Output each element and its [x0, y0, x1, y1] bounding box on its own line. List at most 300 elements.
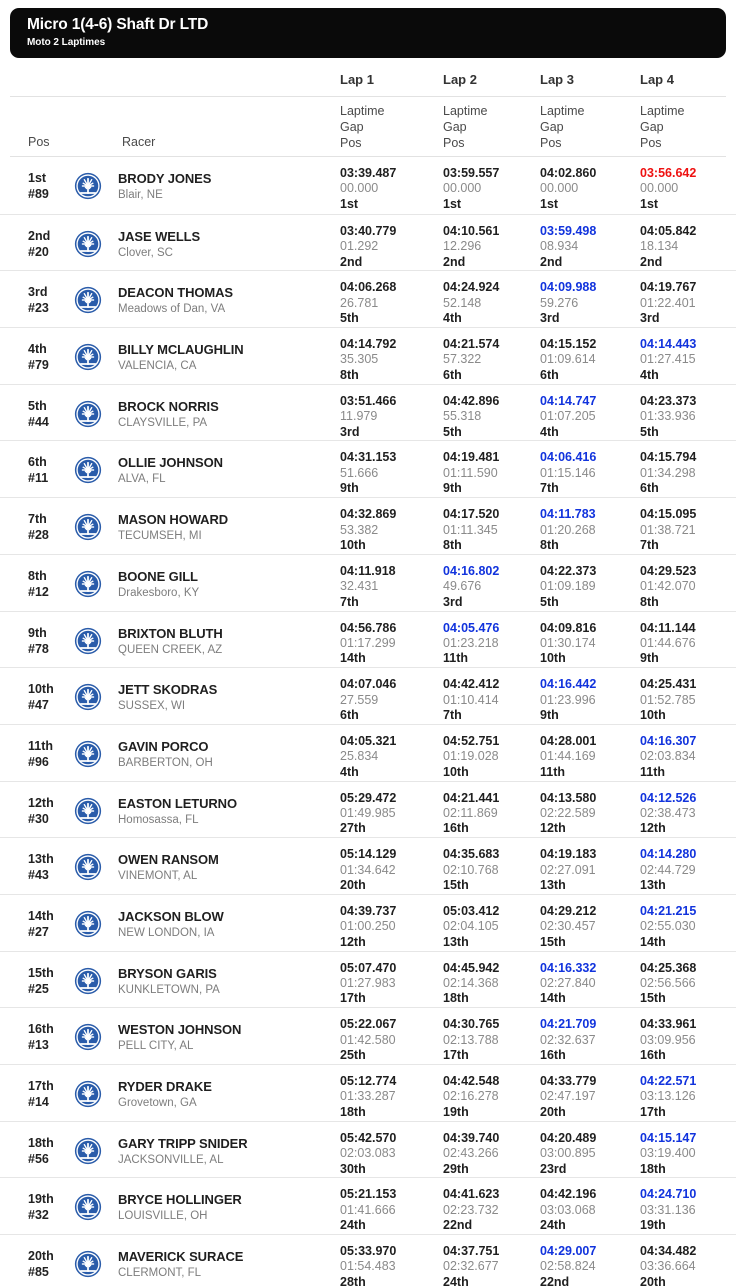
- lap-position: 3rd: [340, 424, 360, 439]
- lap-time: 05:14.129: [340, 847, 397, 862]
- racer-name: GARY TRIPP SNIDER: [118, 1135, 248, 1151]
- lap-gap: 02:44.729: [640, 862, 696, 877]
- finish-position: 15th: [28, 965, 54, 980]
- lap-gap: 57.322: [443, 352, 482, 367]
- lap-time: 04:05.476: [443, 620, 500, 635]
- lap-gap: 11.979: [340, 409, 378, 424]
- lap-position: 23rd: [540, 1161, 567, 1176]
- racer-hometown: Meadows of Dan, VA: [118, 303, 226, 316]
- lap-time: 04:24.924: [443, 280, 500, 295]
- racer-name: BRODY JONES: [118, 171, 212, 186]
- table-row[interactable]: [0, 951, 736, 1008]
- lap-position: 13th: [443, 934, 469, 949]
- racer-name: MAVERICK SURACE: [118, 1249, 244, 1265]
- lap-gap: 03:19.400: [640, 1146, 696, 1161]
- lap-cell-4: [640, 961, 736, 1007]
- finish-position: 6th: [28, 455, 47, 470]
- lap-position: 29th: [443, 1161, 469, 1176]
- table-row[interactable]: [0, 1064, 736, 1121]
- yamaha-logo-icon: [70, 512, 106, 542]
- row-position: [28, 965, 72, 997]
- lap-gap: 02:27.091: [540, 862, 596, 877]
- car-number: #14: [28, 1095, 49, 1109]
- lap-time: 04:16.442: [540, 677, 597, 692]
- lap-cell-2: [443, 1074, 539, 1120]
- row-position: [28, 1021, 72, 1053]
- lap-position: 3rd: [640, 311, 660, 326]
- lap-gap: 02:23.732: [443, 1202, 499, 1217]
- row-position: [28, 511, 72, 543]
- lap-gap: 00.000: [640, 181, 679, 196]
- lap-position: 6th: [443, 367, 462, 382]
- lap-time: 04:25.368: [640, 960, 697, 975]
- row-position: [28, 851, 72, 883]
- lap-cell-3: [540, 791, 636, 837]
- lap-cell-2: [443, 280, 539, 326]
- lap-time: 04:02.860: [540, 166, 597, 180]
- car-number: #56: [28, 1151, 49, 1166]
- lap-cell-4: [640, 337, 736, 383]
- lap-time: 04:13.580: [540, 790, 597, 805]
- lap-position: 17th: [443, 1048, 469, 1063]
- lap-gap: 01:34.642: [340, 862, 396, 877]
- lap-position: 16th: [443, 821, 469, 836]
- row-position: [28, 795, 72, 827]
- yamaha-logo-icon: [70, 626, 106, 656]
- row-position: [28, 1191, 72, 1223]
- lap-position: 14th: [640, 934, 666, 949]
- lap-cell-3: [540, 280, 636, 326]
- lap-position: 5th: [640, 424, 659, 439]
- lap-time: 04:15.794: [640, 450, 697, 465]
- racer-name: BRYSON GARIS: [118, 965, 217, 981]
- lap-position: 2nd: [443, 254, 466, 269]
- lap-cell-1: [340, 564, 436, 610]
- page-subtitle: Moto 2 Laptimes: [27, 37, 106, 48]
- lap-cell-4: [640, 621, 736, 667]
- lap-time: 04:33.779: [540, 1074, 597, 1088]
- lap-gap: 01:54.483: [340, 1259, 396, 1274]
- lap-position: 9th: [443, 481, 462, 496]
- lap-cell-3: [540, 734, 636, 780]
- car-number: #79: [28, 358, 49, 373]
- lap-time: 04:23.373: [640, 393, 697, 408]
- lap-position: 6th: [540, 367, 559, 382]
- subheader-group-lap-1: [340, 103, 384, 151]
- lap-cell-4: [640, 734, 736, 780]
- lap-time: 04:52.751: [443, 733, 500, 748]
- lap-gap: 01:33.287: [340, 1089, 396, 1104]
- lap-cell-4: [640, 166, 736, 212]
- racer-name: WESTON JOHNSON: [118, 1022, 242, 1038]
- lap-position: 25th: [340, 1048, 366, 1063]
- lap-time: 04:22.571: [640, 1074, 697, 1088]
- lap-gap: 02:55.030: [640, 919, 696, 934]
- lap-time: 05:21.153: [340, 1187, 397, 1202]
- lap-position: 8th: [443, 537, 462, 552]
- lap-position: 11th: [443, 651, 469, 666]
- lap-time: 05:03.412: [443, 903, 500, 918]
- lap-position: 11th: [640, 764, 666, 779]
- lap-cell-2: [443, 621, 539, 667]
- lap-time: 04:14.280: [640, 847, 697, 862]
- lap-time: 04:19.183: [540, 847, 597, 862]
- lap-gap: 02:14.368: [443, 976, 499, 991]
- yamaha-logo-icon: [70, 1249, 106, 1279]
- lap-gap: 01:11.590: [443, 465, 498, 480]
- lap-cell-1: [340, 621, 436, 667]
- car-number: #96: [28, 754, 49, 769]
- lap-cell-1: [340, 166, 436, 212]
- car-number: #20: [28, 244, 49, 259]
- lap-cell-1: [340, 677, 436, 723]
- lap-position: 22nd: [540, 1274, 570, 1286]
- lap-gap: 18.134: [640, 239, 679, 254]
- finish-position: 12th: [28, 795, 54, 810]
- lap-gap: 02:03.834: [640, 749, 696, 764]
- lap-position: 30th: [340, 1161, 366, 1176]
- lap-position: 4th: [443, 311, 462, 326]
- lap-position: 9th: [340, 481, 359, 496]
- racer-info: [118, 795, 328, 828]
- racer-info: [118, 398, 328, 431]
- lap-position: 10th: [443, 764, 469, 779]
- racer-hometown: VALENCIA, CA: [118, 360, 197, 373]
- row-position: [28, 228, 72, 260]
- table-row[interactable]: [0, 724, 736, 781]
- lap-cell-2: [443, 677, 539, 723]
- racer-hometown: ALVA, FL: [118, 473, 166, 486]
- lap-time: 04:15.152: [540, 337, 597, 352]
- lap-time: 04:28.001: [540, 733, 597, 748]
- lap-time: 04:11.918: [340, 563, 396, 578]
- table-row[interactable]: [0, 214, 736, 271]
- table-row[interactable]: [0, 1121, 736, 1178]
- lap-position: 11th: [540, 764, 566, 779]
- racer-hometown: Blair, NE: [118, 189, 163, 201]
- lap-gap: 01:52.785: [640, 692, 696, 707]
- subheader-pos: Pos: [540, 136, 562, 150]
- racer-info: [118, 228, 328, 261]
- lap-gap: 01:44.676: [640, 635, 696, 650]
- lap-time: 04:34.482: [640, 1244, 697, 1259]
- car-number: #13: [28, 1038, 49, 1053]
- subheader-laptime: Laptime: [640, 104, 685, 118]
- lap-cell-4: [640, 394, 736, 440]
- racer-name: BRIXTON BLUTH: [118, 625, 223, 641]
- lap-position: 14th: [340, 651, 366, 666]
- lap-cell-1: [340, 394, 436, 440]
- row-position: [28, 454, 72, 486]
- finish-position: 20th: [28, 1249, 54, 1264]
- lap-gap: 02:43.266: [443, 1146, 499, 1161]
- subheader-group-lap-2: [443, 103, 487, 151]
- table-row[interactable]: [0, 837, 736, 894]
- car-number: #23: [28, 301, 49, 316]
- finish-position: 18th: [28, 1135, 54, 1150]
- lap-gap: 55.318: [443, 409, 482, 424]
- yamaha-logo-icon: [70, 1192, 106, 1222]
- lap-position: 2nd: [540, 254, 563, 269]
- lap-cell-1: [340, 961, 436, 1007]
- table-row[interactable]: [0, 667, 736, 724]
- lap-time: 04:42.412: [443, 677, 500, 692]
- lap-cell-2: [443, 1244, 539, 1286]
- lap-gap: 03:00.895: [540, 1146, 596, 1161]
- lap-gap: 49.676: [443, 579, 482, 594]
- finish-position: 19th: [28, 1192, 54, 1207]
- table-row[interactable]: [0, 781, 736, 838]
- lap-time: 04:16.802: [443, 563, 500, 578]
- lap-time: 04:21.215: [640, 903, 697, 918]
- lap-cell-3: [540, 450, 636, 496]
- racer-hometown: JACKSONVILLE, AL: [118, 1153, 224, 1166]
- racer-name: OWEN RANSOM: [118, 852, 219, 868]
- lap-position: 20th: [340, 878, 366, 893]
- lap-position: 20th: [540, 1104, 566, 1119]
- lap-cell-3: [540, 1131, 636, 1177]
- finish-position: 11th: [28, 738, 54, 753]
- table-row[interactable]: [0, 1007, 736, 1064]
- car-number: #27: [28, 924, 49, 939]
- lap-position: 9th: [640, 651, 659, 666]
- finish-position: 16th: [28, 1022, 54, 1037]
- lap-time: 04:06.268: [340, 280, 397, 295]
- table-row[interactable]: [0, 440, 736, 497]
- lap-time: 03:59.557: [443, 166, 500, 180]
- lap-gap: 00.000: [340, 181, 379, 196]
- lap-gap: 03:36.664: [640, 1259, 696, 1274]
- racer-name: JETT SKODRAS: [118, 682, 218, 698]
- lap-cell-4: [640, 1187, 736, 1233]
- lap-position: 3rd: [540, 311, 560, 326]
- lap-cell-4: [640, 1131, 736, 1177]
- racer-info: [118, 1135, 328, 1168]
- table-row[interactable]: [0, 270, 736, 327]
- lap-position: 5th: [443, 424, 462, 439]
- racer-hometown: NEW LONDON, IA: [118, 926, 215, 939]
- lap-time: 04:21.441: [443, 790, 500, 805]
- lap-position: 18th: [340, 1104, 366, 1119]
- lap-gap: 01:44.169: [540, 749, 596, 764]
- lap-cell-3: [540, 904, 636, 950]
- lap-position: 12th: [540, 821, 566, 836]
- car-number: #47: [28, 698, 49, 713]
- table-row[interactable]: [0, 497, 736, 554]
- table-body: [0, 157, 736, 1286]
- subheader-group-lap-4: [640, 103, 684, 151]
- lap-gap: 02:04.105: [443, 919, 499, 934]
- racer-info: [118, 511, 328, 544]
- table-row[interactable]: [0, 157, 736, 214]
- racer-hometown: KUNKLETOWN, PA: [118, 983, 220, 996]
- lap-gap: 12.296: [443, 239, 482, 254]
- lap-position: 13th: [540, 878, 566, 893]
- lap-gap: 02:58.824: [540, 1259, 596, 1274]
- lap-gap: 52.148: [443, 295, 482, 310]
- yamaha-logo-icon: [70, 1022, 106, 1052]
- lap-time: 03:40.779: [340, 223, 397, 238]
- lap-time: 05:42.570: [340, 1130, 397, 1145]
- lap-time: 03:59.498: [540, 223, 597, 238]
- yamaha-logo-icon: [70, 682, 106, 712]
- lap-time: 04:42.896: [443, 393, 500, 408]
- finish-position: 7th: [28, 512, 47, 527]
- lap-gap: 51.666: [340, 465, 379, 480]
- lap-gap: 01:09.189: [540, 579, 596, 594]
- lap-gap: 03:09.956: [640, 1032, 696, 1047]
- table-row[interactable]: [0, 554, 736, 611]
- table-row[interactable]: [0, 327, 736, 384]
- lap-time: 04:32.869: [340, 507, 397, 522]
- finish-position: 5th: [28, 398, 47, 413]
- lap-gap: 02:22.589: [540, 805, 596, 820]
- lap-position: 1st: [540, 196, 559, 211]
- lap-time: 04:19.767: [640, 280, 697, 295]
- lap-position: 7th: [443, 708, 462, 722]
- car-number: #43: [28, 868, 49, 883]
- table-row[interactable]: [0, 894, 736, 951]
- lap-cell-4: [640, 791, 736, 837]
- lap-time: 04:37.751: [443, 1244, 500, 1259]
- lap-cell-1: [340, 1074, 436, 1120]
- racer-name: BROCK NORRIS: [118, 398, 219, 414]
- lap-time: 04:05.842: [640, 223, 697, 238]
- lap-cell-1: [340, 847, 436, 893]
- lap-gap: 01:42.580: [340, 1032, 396, 1047]
- lap-cell-4: [640, 904, 736, 950]
- lap-time: 04:11.783: [540, 507, 596, 522]
- lap-cell-3: [540, 847, 636, 893]
- lap-time: 04:31.153: [340, 450, 397, 465]
- racer-name: RYDER DRAKE: [118, 1079, 212, 1094]
- yamaha-logo-icon: [70, 342, 106, 372]
- lap-position: 8th: [640, 594, 659, 609]
- lap-position: 1st: [340, 196, 359, 211]
- lap-gap: 01:34.298: [640, 465, 696, 480]
- lap-gap: 01:15.146: [540, 465, 596, 480]
- lap-cell-4: [640, 507, 736, 553]
- racer-name: BRYCE HOLLINGER: [118, 1192, 242, 1208]
- racer-hometown: CLERMONT, FL: [118, 1267, 202, 1280]
- table-row[interactable]: [0, 611, 736, 668]
- lap-gap: 01:10.414: [443, 692, 499, 707]
- lap-time: 04:11.144: [640, 620, 696, 635]
- car-number: #89: [28, 187, 49, 201]
- racer-info: [118, 1078, 328, 1111]
- racer-hometown: Drakesboro, KY: [118, 586, 200, 599]
- lap-position: 6th: [640, 481, 659, 496]
- table-row[interactable]: [0, 384, 736, 441]
- lap-position: 24th: [540, 1218, 566, 1233]
- lap-position: 22nd: [443, 1218, 473, 1233]
- row-position: [28, 1248, 72, 1280]
- lap-cell-1: [340, 280, 436, 326]
- yamaha-logo-icon: [70, 171, 106, 201]
- lap-position: 15th: [443, 878, 469, 893]
- lap-gap: 01:38.721: [640, 522, 696, 537]
- lap-time: 03:56.642: [640, 166, 697, 180]
- racer-hometown: VINEMONT, AL: [118, 870, 198, 883]
- lap-cell-1: [340, 224, 436, 270]
- lap-gap: 59.276: [540, 295, 579, 310]
- lap-time: 04:10.561: [443, 223, 500, 238]
- lap-gap: 01:19.028: [443, 749, 499, 764]
- lap-gap: 01.292: [340, 239, 379, 254]
- lap-gap: 02:56.566: [640, 976, 696, 991]
- lap-gap: 01:49.985: [340, 805, 396, 820]
- lap-time: 04:42.196: [540, 1187, 597, 1202]
- racer-name: JACKSON BLOW: [118, 908, 224, 924]
- lap-time: 04:29.212: [540, 903, 597, 918]
- lap-cell-3: [540, 677, 636, 723]
- yamaha-logo-icon: [70, 1079, 106, 1109]
- lap-header-row: [0, 66, 736, 96]
- lap-cell-2: [443, 394, 539, 440]
- table-row[interactable]: [0, 1177, 736, 1234]
- lap-cell-3: [540, 621, 636, 667]
- lap-gap: 00.000: [540, 181, 579, 196]
- column-header-pos: Pos: [28, 135, 50, 149]
- lap-cell-2: [443, 961, 539, 1007]
- lap-gap: 01:41.666: [340, 1202, 396, 1217]
- row-position: [28, 738, 72, 770]
- lap-position: 17th: [340, 991, 366, 1006]
- lap-gap: 02:10.768: [443, 862, 499, 877]
- lap-gap: 01:07.205: [540, 409, 596, 424]
- lap-time: 04:09.816: [540, 620, 597, 635]
- racer-hometown: SUSSEX, WI: [118, 700, 186, 713]
- lap-cell-3: [540, 224, 636, 270]
- racer-name: GAVIN PORCO: [118, 738, 209, 754]
- lap-position: 1st: [640, 196, 659, 211]
- lap-time: 04:33.961: [640, 1017, 697, 1032]
- table-row[interactable]: [0, 1234, 736, 1286]
- lap-position: 5th: [540, 594, 559, 609]
- column-header-lap-2: Lap 2: [443, 72, 477, 87]
- lap-gap: 03:03.068: [540, 1202, 596, 1217]
- lap-cell-4: [640, 450, 736, 496]
- lap-cell-1: [340, 1244, 436, 1286]
- lap-time: 04:14.792: [340, 337, 397, 352]
- lap-gap: 03:31.136: [640, 1202, 696, 1217]
- lap-time: 04:56.786: [340, 620, 397, 635]
- car-number: #32: [28, 1208, 49, 1223]
- lap-cell-2: [443, 166, 539, 212]
- yamaha-logo-icon: [70, 966, 106, 996]
- racer-info: [118, 568, 328, 601]
- row-position: [28, 908, 72, 940]
- row-position: [28, 1135, 72, 1167]
- lap-gap: 02:16.278: [443, 1089, 499, 1104]
- yamaha-logo-icon: [70, 285, 106, 315]
- lap-gap: 53.382: [340, 522, 379, 537]
- lap-cell-2: [443, 507, 539, 553]
- car-number: #25: [28, 981, 49, 996]
- lap-time: 04:39.737: [340, 903, 397, 918]
- lap-cell-3: [540, 337, 636, 383]
- finish-position: 17th: [28, 1079, 54, 1093]
- lap-cell-2: [443, 1017, 539, 1063]
- racer-hometown: CLAYSVILLE, PA: [118, 416, 208, 429]
- lap-cell-2: [443, 1131, 539, 1177]
- lap-cell-2: [443, 337, 539, 383]
- racer-info: [118, 908, 328, 941]
- racer-info: [118, 454, 328, 487]
- lap-cell-1: [340, 507, 436, 553]
- lap-time: 04:17.520: [443, 507, 500, 522]
- row-position: [28, 284, 72, 316]
